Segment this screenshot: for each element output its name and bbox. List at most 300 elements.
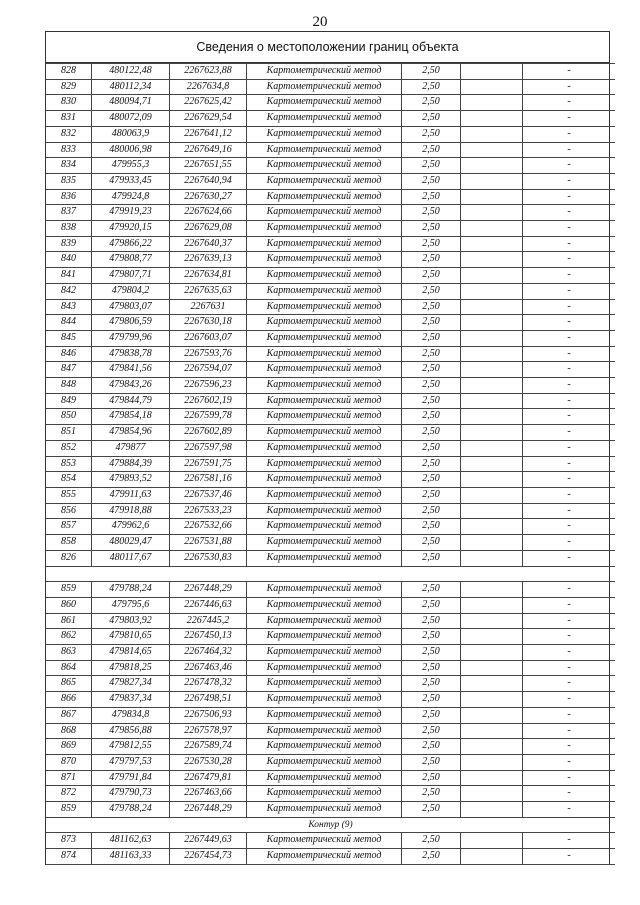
description-cell: - bbox=[523, 315, 616, 331]
x-coordinate-cell: 480006,98 bbox=[92, 142, 170, 158]
table-row bbox=[46, 802, 615, 818]
description-cell: - bbox=[523, 173, 616, 189]
extra-cell bbox=[461, 692, 523, 708]
x-coordinate-cell: 479814,65 bbox=[92, 645, 170, 661]
y-coordinate-cell: 2267532,66 bbox=[170, 519, 247, 535]
x-coordinate-cell: 479837,34 bbox=[92, 692, 170, 708]
method-cell: Картометрический метод bbox=[247, 95, 402, 111]
description-cell: - bbox=[523, 299, 616, 315]
method-cell: Картометрический метод bbox=[247, 346, 402, 362]
method-cell: Картометрический метод bbox=[247, 707, 402, 723]
point-number-cell: 854 bbox=[46, 472, 92, 488]
y-coordinate-cell: 2267603,07 bbox=[170, 330, 247, 346]
separator-cell bbox=[46, 566, 615, 582]
table-row bbox=[46, 142, 615, 158]
accuracy-cell: 2,50 bbox=[402, 330, 461, 346]
extra-cell bbox=[461, 252, 523, 268]
table-row bbox=[46, 252, 615, 268]
table-row bbox=[46, 629, 615, 645]
method-cell: Картометрический метод bbox=[247, 268, 402, 284]
y-coordinate-cell: 2267596,23 bbox=[170, 378, 247, 394]
x-coordinate-cell: 479827,34 bbox=[92, 676, 170, 692]
extra-cell bbox=[461, 754, 523, 770]
extra-cell bbox=[461, 378, 523, 394]
method-cell: Картометрический метод bbox=[247, 754, 402, 770]
accuracy-cell: 2,50 bbox=[402, 409, 461, 425]
table-row bbox=[46, 315, 615, 331]
extra-cell bbox=[461, 221, 523, 237]
y-coordinate-cell: 2267630,18 bbox=[170, 315, 247, 331]
accuracy-cell: 2,50 bbox=[402, 393, 461, 409]
x-coordinate-cell: 479856,88 bbox=[92, 723, 170, 739]
coordinates-table bbox=[46, 63, 615, 865]
extra-cell bbox=[461, 676, 523, 692]
y-coordinate-cell: 2267593,76 bbox=[170, 346, 247, 362]
extra-cell bbox=[461, 158, 523, 174]
accuracy-cell: 2,50 bbox=[402, 315, 461, 331]
y-coordinate-cell: 2267530,28 bbox=[170, 754, 247, 770]
accuracy-cell: 2,50 bbox=[402, 472, 461, 488]
description-cell: - bbox=[523, 770, 616, 786]
description-cell: - bbox=[523, 142, 616, 158]
y-coordinate-cell: 2267446,63 bbox=[170, 597, 247, 613]
table-row bbox=[46, 378, 615, 394]
x-coordinate-cell: 479799,96 bbox=[92, 330, 170, 346]
x-coordinate-cell: 479844,79 bbox=[92, 393, 170, 409]
point-number-cell: 847 bbox=[46, 362, 92, 378]
method-cell: Картометрический метод bbox=[247, 692, 402, 708]
description-cell: - bbox=[523, 126, 616, 142]
accuracy-cell: 2,50 bbox=[402, 754, 461, 770]
accuracy-cell: 2,50 bbox=[402, 487, 461, 503]
point-number-cell: 870 bbox=[46, 754, 92, 770]
extra-cell bbox=[461, 770, 523, 786]
y-coordinate-cell: 2267641,12 bbox=[170, 126, 247, 142]
method-cell: Картометрический метод bbox=[247, 64, 402, 80]
accuracy-cell: 2,50 bbox=[402, 629, 461, 645]
table-row bbox=[46, 535, 615, 551]
accuracy-cell: 2,50 bbox=[402, 425, 461, 441]
extra-cell bbox=[461, 535, 523, 551]
x-coordinate-cell: 480072,09 bbox=[92, 111, 170, 127]
description-cell: - bbox=[523, 503, 616, 519]
y-coordinate-cell: 2267448,29 bbox=[170, 802, 247, 818]
description-cell: - bbox=[523, 723, 616, 739]
point-number-cell: 838 bbox=[46, 221, 92, 237]
accuracy-cell: 2,50 bbox=[402, 283, 461, 299]
x-coordinate-cell: 480063,9 bbox=[92, 126, 170, 142]
contour-label-row bbox=[46, 817, 615, 833]
point-number-cell: 864 bbox=[46, 660, 92, 676]
accuracy-cell: 2,50 bbox=[402, 849, 461, 865]
x-coordinate-cell: 479795,6 bbox=[92, 597, 170, 613]
accuracy-cell: 2,50 bbox=[402, 158, 461, 174]
table-row bbox=[46, 723, 615, 739]
extra-cell bbox=[461, 550, 523, 566]
x-coordinate-cell: 479834,8 bbox=[92, 707, 170, 723]
description-cell: - bbox=[523, 754, 616, 770]
page-number: 20 bbox=[312, 14, 328, 30]
extra-cell bbox=[461, 472, 523, 488]
description-cell: - bbox=[523, 378, 616, 394]
description-cell: - bbox=[523, 692, 616, 708]
y-coordinate-cell: 2267634,8 bbox=[170, 79, 247, 95]
description-cell: - bbox=[523, 252, 616, 268]
extra-cell bbox=[461, 487, 523, 503]
extra-cell bbox=[461, 362, 523, 378]
x-coordinate-cell: 479920,15 bbox=[92, 221, 170, 237]
extra-cell bbox=[461, 849, 523, 865]
y-coordinate-cell: 2267578,97 bbox=[170, 723, 247, 739]
table-row bbox=[46, 346, 615, 362]
point-number-cell: 849 bbox=[46, 393, 92, 409]
extra-cell bbox=[461, 739, 523, 755]
method-cell: Картометрический метод bbox=[247, 236, 402, 252]
extra-cell bbox=[461, 660, 523, 676]
description-cell: - bbox=[523, 645, 616, 661]
table-row bbox=[46, 79, 615, 95]
accuracy-cell: 2,50 bbox=[402, 268, 461, 284]
y-coordinate-cell: 2267602,89 bbox=[170, 425, 247, 441]
x-coordinate-cell: 479806,59 bbox=[92, 315, 170, 331]
table-row bbox=[46, 582, 615, 598]
accuracy-cell: 2,50 bbox=[402, 95, 461, 111]
method-cell: Картометрический метод bbox=[247, 283, 402, 299]
description-cell: - bbox=[523, 221, 616, 237]
x-coordinate-cell: 479919,23 bbox=[92, 205, 170, 221]
table-row bbox=[46, 472, 615, 488]
table-row bbox=[46, 126, 615, 142]
description-cell: - bbox=[523, 440, 616, 456]
point-number-cell: 836 bbox=[46, 189, 92, 205]
x-coordinate-cell: 479933,45 bbox=[92, 173, 170, 189]
extra-cell bbox=[461, 833, 523, 849]
y-coordinate-cell: 2267581,16 bbox=[170, 472, 247, 488]
method-cell: Картометрический метод bbox=[247, 330, 402, 346]
point-number-cell: 844 bbox=[46, 315, 92, 331]
point-number-cell: 868 bbox=[46, 723, 92, 739]
boundary-table-frame bbox=[45, 31, 610, 865]
x-coordinate-cell: 479955,3 bbox=[92, 158, 170, 174]
point-number-cell: 853 bbox=[46, 456, 92, 472]
x-coordinate-cell: 479818,25 bbox=[92, 660, 170, 676]
y-coordinate-cell: 2267651,55 bbox=[170, 158, 247, 174]
x-coordinate-cell: 479924,8 bbox=[92, 189, 170, 205]
table-row bbox=[46, 268, 615, 284]
description-cell: - bbox=[523, 158, 616, 174]
accuracy-cell: 2,50 bbox=[402, 79, 461, 95]
description-cell: - bbox=[523, 676, 616, 692]
description-cell: - bbox=[523, 189, 616, 205]
description-cell: - bbox=[523, 268, 616, 284]
table-row bbox=[46, 95, 615, 111]
extra-cell bbox=[461, 597, 523, 613]
y-coordinate-cell: 2267639,13 bbox=[170, 252, 247, 268]
description-cell: - bbox=[523, 205, 616, 221]
method-cell: Картометрический метод bbox=[247, 535, 402, 551]
accuracy-cell: 2,50 bbox=[402, 676, 461, 692]
table-row bbox=[46, 786, 615, 802]
method-cell: Картометрический метод bbox=[247, 786, 402, 802]
method-cell: Картометрический метод bbox=[247, 503, 402, 519]
point-number-cell: 858 bbox=[46, 535, 92, 551]
point-number-cell: 855 bbox=[46, 487, 92, 503]
method-cell: Картометрический метод bbox=[247, 111, 402, 127]
description-cell: - bbox=[523, 346, 616, 362]
extra-cell bbox=[461, 189, 523, 205]
y-coordinate-cell: 2267464,32 bbox=[170, 645, 247, 661]
description-cell: - bbox=[523, 739, 616, 755]
point-number-cell: 856 bbox=[46, 503, 92, 519]
accuracy-cell: 2,50 bbox=[402, 692, 461, 708]
x-coordinate-cell: 481163,33 bbox=[92, 849, 170, 865]
extra-cell bbox=[461, 503, 523, 519]
method-cell: Картометрический метод bbox=[247, 849, 402, 865]
table-row bbox=[46, 189, 615, 205]
method-cell: Картометрический метод bbox=[247, 739, 402, 755]
method-cell: Картометрический метод bbox=[247, 456, 402, 472]
x-coordinate-cell: 479854,18 bbox=[92, 409, 170, 425]
table-row bbox=[46, 833, 615, 849]
y-coordinate-cell: 2267625,42 bbox=[170, 95, 247, 111]
description-cell: - bbox=[523, 283, 616, 299]
x-coordinate-cell: 479810,65 bbox=[92, 629, 170, 645]
y-coordinate-cell: 2267478,32 bbox=[170, 676, 247, 692]
method-cell: Картометрический метод bbox=[247, 660, 402, 676]
x-coordinate-cell: 479884,39 bbox=[92, 456, 170, 472]
extra-cell bbox=[461, 707, 523, 723]
method-cell: Картометрический метод bbox=[247, 550, 402, 566]
x-coordinate-cell: 479803,07 bbox=[92, 299, 170, 315]
y-coordinate-cell: 2267448,29 bbox=[170, 582, 247, 598]
point-number-cell: 846 bbox=[46, 346, 92, 362]
table-row bbox=[46, 770, 615, 786]
table-row bbox=[46, 299, 615, 315]
accuracy-cell: 2,50 bbox=[402, 660, 461, 676]
y-coordinate-cell: 2267629,54 bbox=[170, 111, 247, 127]
method-cell: Картометрический метод bbox=[247, 299, 402, 315]
table-row bbox=[46, 692, 615, 708]
extra-cell bbox=[461, 519, 523, 535]
x-coordinate-cell: 481162,63 bbox=[92, 833, 170, 849]
method-cell: Картометрический метод bbox=[247, 833, 402, 849]
table-row bbox=[46, 409, 615, 425]
method-cell: Картометрический метод bbox=[247, 582, 402, 598]
table-row bbox=[46, 362, 615, 378]
extra-cell bbox=[461, 283, 523, 299]
extra-cell bbox=[461, 440, 523, 456]
x-coordinate-cell: 479918,88 bbox=[92, 503, 170, 519]
accuracy-cell: 2,50 bbox=[402, 519, 461, 535]
accuracy-cell: 2,50 bbox=[402, 613, 461, 629]
x-coordinate-cell: 479808,77 bbox=[92, 252, 170, 268]
description-cell: - bbox=[523, 472, 616, 488]
method-cell: Картометрический метод bbox=[247, 158, 402, 174]
extra-cell bbox=[461, 142, 523, 158]
description-cell: - bbox=[523, 849, 616, 865]
accuracy-cell: 2,50 bbox=[402, 645, 461, 661]
y-coordinate-cell: 2267640,94 bbox=[170, 173, 247, 189]
accuracy-cell: 2,50 bbox=[402, 378, 461, 394]
point-number-cell: 837 bbox=[46, 205, 92, 221]
method-cell: Картометрический метод bbox=[247, 440, 402, 456]
point-number-cell: 835 bbox=[46, 173, 92, 189]
extra-cell bbox=[461, 456, 523, 472]
y-coordinate-cell: 2267635,63 bbox=[170, 283, 247, 299]
point-number-cell: 829 bbox=[46, 79, 92, 95]
point-number-cell: 871 bbox=[46, 770, 92, 786]
table-row bbox=[46, 330, 615, 346]
x-coordinate-cell: 479797,53 bbox=[92, 754, 170, 770]
y-coordinate-cell: 2267597,98 bbox=[170, 440, 247, 456]
point-number-cell: 862 bbox=[46, 629, 92, 645]
point-number-cell: 830 bbox=[46, 95, 92, 111]
table-row bbox=[46, 487, 615, 503]
accuracy-cell: 2,50 bbox=[402, 597, 461, 613]
y-coordinate-cell: 2267602,19 bbox=[170, 393, 247, 409]
table-row bbox=[46, 676, 615, 692]
y-coordinate-cell: 2267640,37 bbox=[170, 236, 247, 252]
table-row bbox=[46, 645, 615, 661]
table-row bbox=[46, 221, 615, 237]
description-cell: - bbox=[523, 550, 616, 566]
method-cell: Картометрический метод bbox=[247, 315, 402, 331]
description-cell: - bbox=[523, 519, 616, 535]
accuracy-cell: 2,50 bbox=[402, 299, 461, 315]
x-coordinate-cell: 479838,78 bbox=[92, 346, 170, 362]
point-number-cell: 832 bbox=[46, 126, 92, 142]
extra-cell bbox=[461, 425, 523, 441]
method-cell: Картометрический метод bbox=[247, 221, 402, 237]
accuracy-cell: 2,50 bbox=[402, 786, 461, 802]
point-number-cell: 861 bbox=[46, 613, 92, 629]
extra-cell bbox=[461, 315, 523, 331]
x-coordinate-cell: 479843,26 bbox=[92, 378, 170, 394]
point-number-cell: 863 bbox=[46, 645, 92, 661]
accuracy-cell: 2,50 bbox=[402, 456, 461, 472]
method-cell: Картометрический метод bbox=[247, 645, 402, 661]
description-cell: - bbox=[523, 535, 616, 551]
y-coordinate-cell: 2267591,75 bbox=[170, 456, 247, 472]
y-coordinate-cell: 2267454,73 bbox=[170, 849, 247, 865]
extra-cell bbox=[461, 95, 523, 111]
y-coordinate-cell: 2267589,74 bbox=[170, 739, 247, 755]
x-coordinate-cell: 480094,71 bbox=[92, 95, 170, 111]
x-coordinate-cell: 479804,2 bbox=[92, 283, 170, 299]
accuracy-cell: 2,50 bbox=[402, 833, 461, 849]
description-cell: - bbox=[523, 393, 616, 409]
extra-cell bbox=[461, 613, 523, 629]
method-cell: Картометрический метод bbox=[247, 393, 402, 409]
accuracy-cell: 2,50 bbox=[402, 739, 461, 755]
table-title: Сведения о местоположении границ объекта bbox=[46, 32, 609, 63]
description-cell: - bbox=[523, 613, 616, 629]
description-cell: - bbox=[523, 660, 616, 676]
point-number-cell: 834 bbox=[46, 158, 92, 174]
extra-cell bbox=[461, 582, 523, 598]
description-cell: - bbox=[523, 236, 616, 252]
description-cell: - bbox=[523, 597, 616, 613]
y-coordinate-cell: 2267463,46 bbox=[170, 660, 247, 676]
y-coordinate-cell: 2267623,88 bbox=[170, 64, 247, 80]
extra-cell bbox=[461, 409, 523, 425]
y-coordinate-cell: 2267530,83 bbox=[170, 550, 247, 566]
description-cell: - bbox=[523, 629, 616, 645]
table-row bbox=[46, 425, 615, 441]
table-row bbox=[46, 283, 615, 299]
description-cell: - bbox=[523, 64, 616, 80]
extra-cell bbox=[461, 236, 523, 252]
y-coordinate-cell: 2267533,23 bbox=[170, 503, 247, 519]
method-cell: Картометрический метод bbox=[247, 613, 402, 629]
y-coordinate-cell: 2267630,27 bbox=[170, 189, 247, 205]
x-coordinate-cell: 479911,63 bbox=[92, 487, 170, 503]
point-number-cell: 833 bbox=[46, 142, 92, 158]
table-row bbox=[46, 550, 615, 566]
extra-cell bbox=[461, 629, 523, 645]
method-cell: Картометрический метод bbox=[247, 173, 402, 189]
point-number-cell: 859 bbox=[46, 582, 92, 598]
x-coordinate-cell: 480122,48 bbox=[92, 64, 170, 80]
extra-cell bbox=[461, 299, 523, 315]
table-row bbox=[46, 597, 615, 613]
description-cell: - bbox=[523, 582, 616, 598]
method-cell: Картометрический метод bbox=[247, 79, 402, 95]
extra-cell bbox=[461, 64, 523, 80]
extra-cell bbox=[461, 268, 523, 284]
x-coordinate-cell: 479807,71 bbox=[92, 268, 170, 284]
extra-cell bbox=[461, 330, 523, 346]
method-cell: Картометрический метод bbox=[247, 252, 402, 268]
y-coordinate-cell: 2267479,81 bbox=[170, 770, 247, 786]
description-cell: - bbox=[523, 362, 616, 378]
point-number-cell: 831 bbox=[46, 111, 92, 127]
point-number-cell: 851 bbox=[46, 425, 92, 441]
coordinates-table-body bbox=[46, 64, 615, 865]
description-cell: - bbox=[523, 79, 616, 95]
extra-cell bbox=[461, 802, 523, 818]
method-cell: Картометрический метод bbox=[247, 802, 402, 818]
accuracy-cell: 2,50 bbox=[402, 205, 461, 221]
description-cell: - bbox=[523, 802, 616, 818]
accuracy-cell: 2,50 bbox=[402, 582, 461, 598]
point-number-cell: 866 bbox=[46, 692, 92, 708]
extra-cell bbox=[461, 393, 523, 409]
x-coordinate-cell: 479962,6 bbox=[92, 519, 170, 535]
point-number-cell: 873 bbox=[46, 833, 92, 849]
point-number-cell: 859 bbox=[46, 802, 92, 818]
accuracy-cell: 2,50 bbox=[402, 362, 461, 378]
description-cell: - bbox=[523, 456, 616, 472]
table-row bbox=[46, 739, 615, 755]
x-coordinate-cell: 480117,67 bbox=[92, 550, 170, 566]
method-cell: Картометрический метод bbox=[247, 142, 402, 158]
table-row bbox=[46, 236, 615, 252]
extra-cell bbox=[461, 173, 523, 189]
method-cell: Картометрический метод bbox=[247, 378, 402, 394]
method-cell: Картометрический метод bbox=[247, 487, 402, 503]
method-cell: Картометрический метод bbox=[247, 519, 402, 535]
extra-cell bbox=[461, 723, 523, 739]
accuracy-cell: 2,50 bbox=[402, 111, 461, 127]
x-coordinate-cell: 480112,34 bbox=[92, 79, 170, 95]
extra-cell bbox=[461, 786, 523, 802]
y-coordinate-cell: 2267599,78 bbox=[170, 409, 247, 425]
y-coordinate-cell: 2267449,63 bbox=[170, 833, 247, 849]
table-row bbox=[46, 173, 615, 189]
table-row bbox=[46, 158, 615, 174]
y-coordinate-cell: 2267506,93 bbox=[170, 707, 247, 723]
